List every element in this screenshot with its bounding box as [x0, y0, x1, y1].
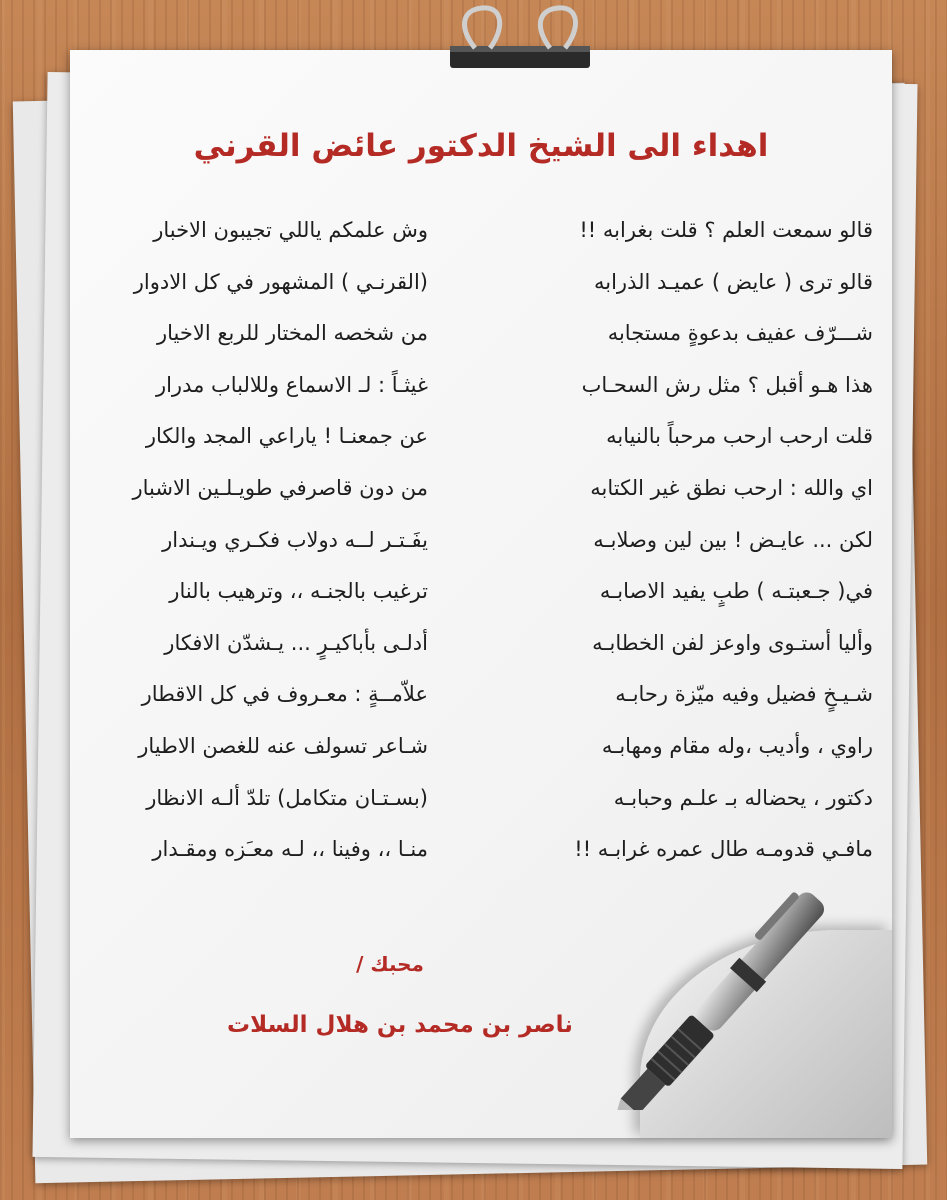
verse-left: وش علمكم ياللي تجيبون الاخبار — [153, 218, 428, 242]
verse-left: علاّمــةٍ : معـروف في كل الاقطار — [141, 682, 428, 707]
verse-left: ترغيب بالجنـه ،، وترهيب بالنار — [169, 579, 428, 604]
verse-right: هذا هـو أقبل ؟ مثل رش السحـاب — [581, 372, 873, 397]
signature-label: محبك / — [356, 952, 424, 976]
poem-right-column — [480, 210, 873, 881]
verse-left: (القرنـي ) المشهور في كل الادوار — [133, 269, 428, 294]
verse-right: شـــرّف عفيف بدعوةٍ مستجابه — [607, 321, 873, 346]
verse-right: في( جـعبتـه ) طبٍ يفيد الاصابـه — [599, 579, 873, 604]
verse-left: منـا ،، وفينا ،، لـه معـَزه ومقـدار — [152, 837, 428, 862]
verse-left: شـاعر تسولف عنه للغصن الاطيار — [138, 733, 428, 758]
verse-right: راوي ، وأديب ،وله مقام ومهابـه — [601, 733, 873, 758]
verse-right: قالو ترى ( عايض ) عميـد الذرابه — [593, 269, 873, 294]
verse-right: وأليا أستـوى واوعز لفن الخطابـه — [592, 630, 873, 655]
verse-right: لكن ... عايـض ! بين لين وصلابـه — [593, 527, 873, 552]
verse-left: (بسـتـان متكامل) تلدّ ألـه الانظار — [146, 785, 428, 810]
paper-clip-icon — [420, 0, 620, 80]
verse-left: يفَـتـر لــه دولاب فكـري ويـندار — [162, 527, 428, 552]
verse-left: أدلـى بأباكيـرٍ ... يـشدّن الافكار — [164, 630, 428, 655]
verse-right: دكتور ، يحضاله بـ علـم وحبابـه — [613, 785, 873, 810]
signature-name: ناصر بن محمد بن هلال السلات — [227, 1012, 573, 1038]
verse-right: قلت ارحب ارحب مرحباً بالنيابه — [606, 424, 873, 449]
page-title: اهداء الى الشيخ الدكتور عائض القرني — [193, 128, 769, 164]
verse-right: شـيـخٍ فضيل وفيه ميّزة رحابـه — [615, 682, 873, 707]
poem-left-column — [80, 210, 428, 881]
verse-left: غيثـاً : لـ الاسماع وللالباب مدرار — [155, 372, 428, 397]
verse-right: مافـي قدومـه طال عمره غرابـه !! — [574, 837, 873, 862]
verse-left: من شخصه المختار للربع الاخيار — [157, 321, 428, 346]
verse-left: عن جمعنـا ! ياراعي المجد والكار — [145, 424, 428, 449]
verse-right: قالو سمعت العلم ؟ قلت بغرابه !! — [579, 218, 873, 242]
pen-icon — [590, 880, 870, 1110]
verse-right: اي والله : ارحب نطق غير الكتابه — [590, 475, 873, 500]
verse-left: من دون قاصرفي طويـلـين الاشبار — [132, 475, 428, 500]
